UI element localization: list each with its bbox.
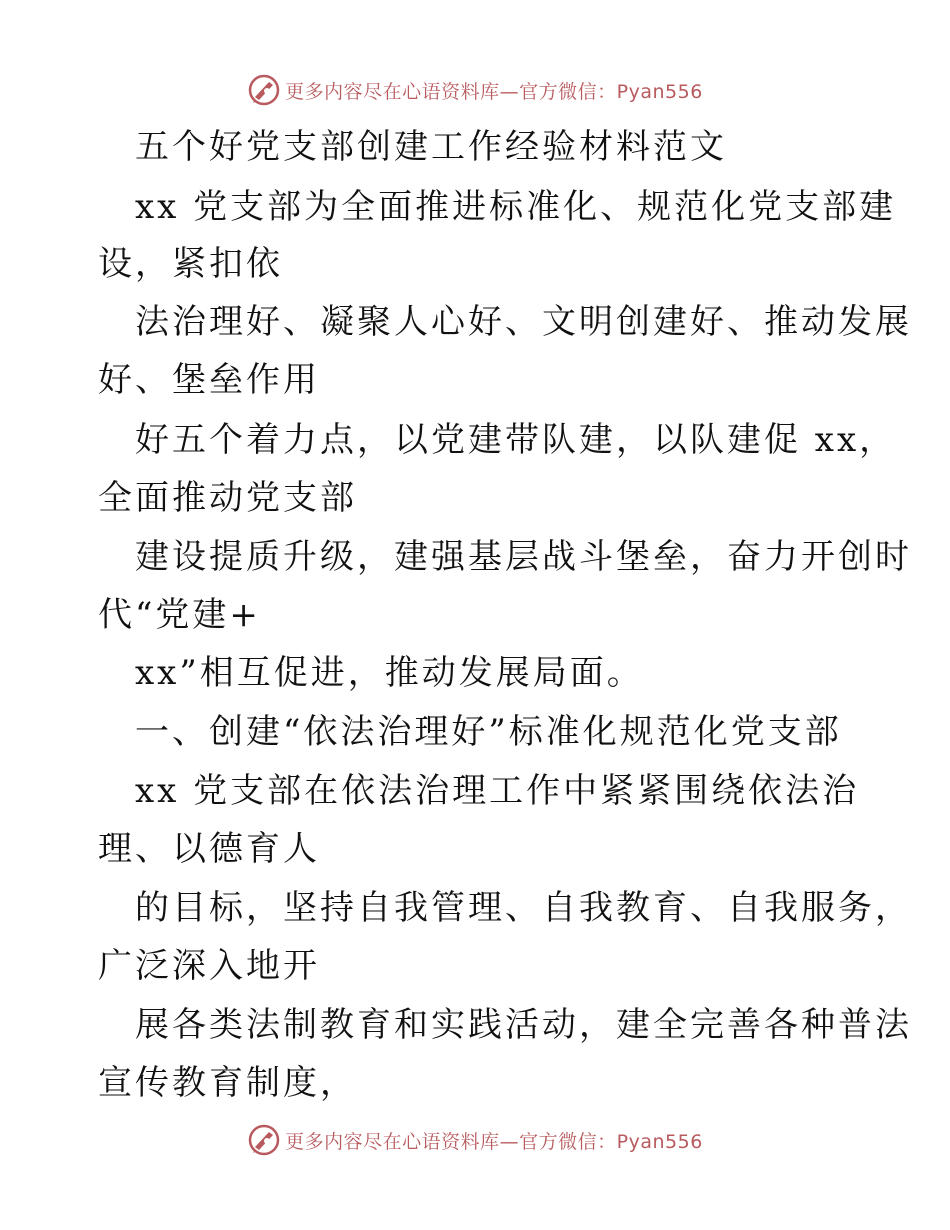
watermark-banner-bottom [0, 1120, 950, 1160]
paragraph-line: 的目标，坚持自我管理、自我教育、自我服务， [135, 888, 912, 928]
pen-seal-icon [247, 1123, 281, 1157]
paragraph-line: 代“党建+ [98, 595, 261, 635]
watermark-banner-top [0, 70, 950, 110]
paragraph-line: 法治理好、凝聚人心好、文明创建好、推动发展 [135, 302, 912, 342]
paragraph-line: 全面推动党支部 [98, 478, 357, 518]
watermark-text: 更多内容尽在心语资料库—官方微信：Pyan556 [285, 80, 703, 103]
paragraph-line: xx”相互促进，推动发展局面。 [135, 653, 644, 693]
watermark-text: 更多内容尽在心语资料库—官方微信：Pyan556 [285, 1130, 703, 1153]
paragraph-line: 展各类法制教育和实践活动，建全完善各种普法 [135, 1005, 912, 1045]
paragraph-line: 建设提质升级，建强基层战斗堡垒，奋力开创时 [135, 537, 912, 577]
paragraph-line: 宣传教育制度， [98, 1063, 357, 1103]
paragraph-line: 广泛深入地开 [98, 946, 320, 986]
section-heading: 一、创建“依法治理好”标准化规范化党支部 [135, 712, 842, 752]
pen-seal-icon [247, 73, 281, 107]
paragraph-line: 好、堡垒作用 [98, 360, 320, 400]
paragraph-line: xx 党支部在依法治理工作中紧紧围绕依法治 [135, 771, 860, 811]
paragraph-line: 设，紧扣依 [98, 244, 283, 284]
paragraph-line: 好五个着力点，以党建带队建，以队建促 xx， [135, 420, 897, 460]
paragraph-line: xx 党支部为全面推进标准化、规范化党支部建 [135, 187, 897, 227]
document-title: 五个好党支部创建工作经验材料范文 [135, 127, 727, 167]
paragraph-line: 理、以德育人 [98, 829, 320, 869]
